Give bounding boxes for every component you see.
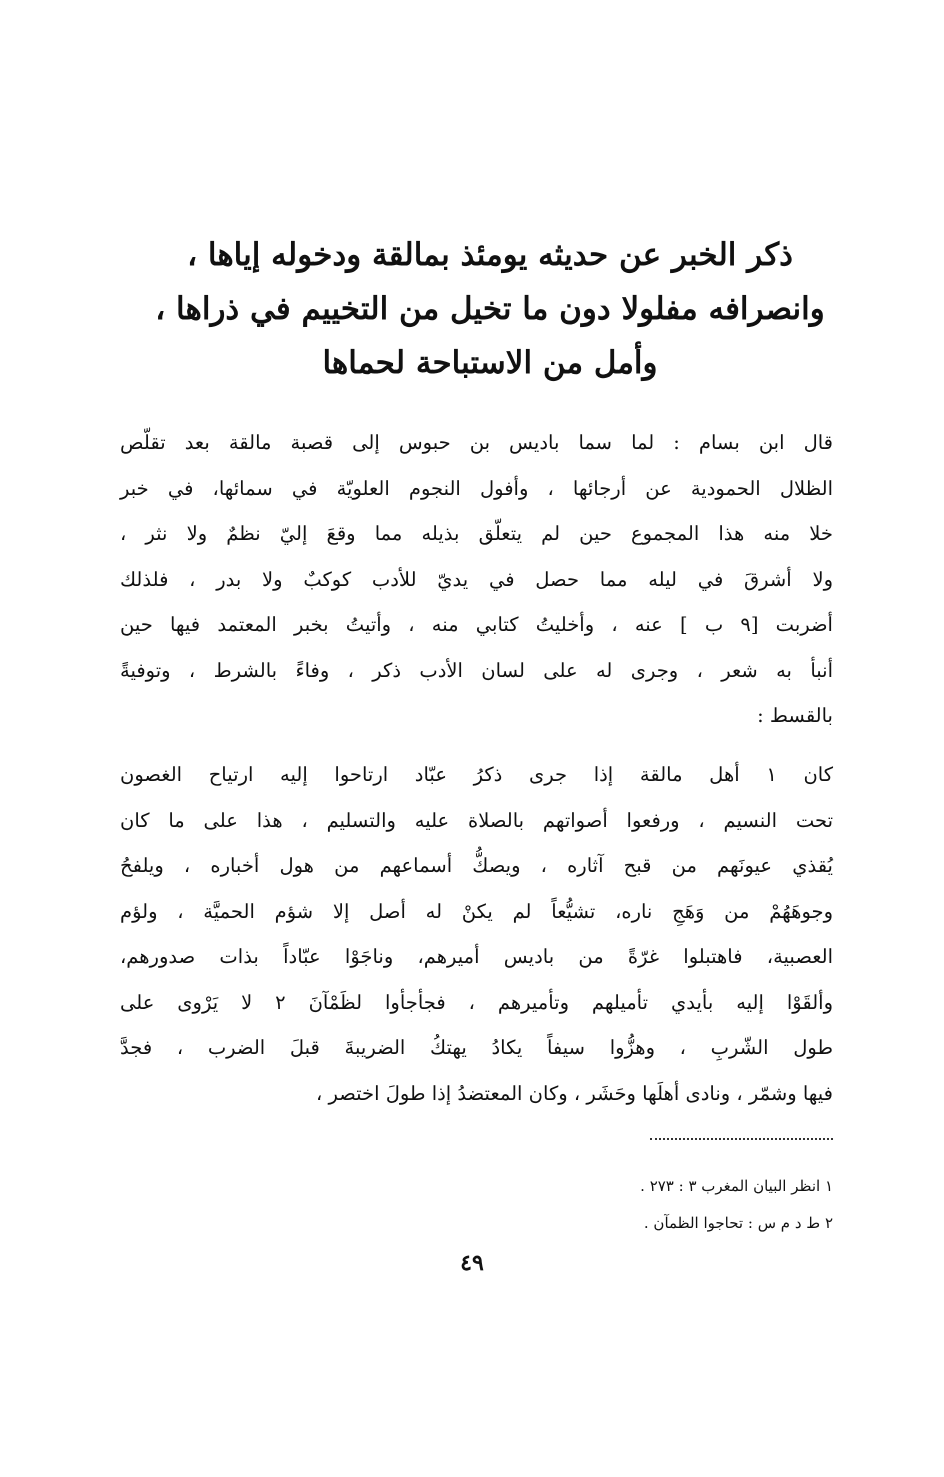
heading-line: ذكر الخبر عن حديثه يومئذ بمالقة ودخوله إياها ، <box>187 237 793 273</box>
text-line: العصبية، فاهتبلوا غرّةً من باديس أميرهم، وناجَوْا عبّاداً بذات صدورهم، <box>120 945 833 968</box>
chapter-heading <box>150 228 830 390</box>
text-line: بالقسط : <box>757 704 833 727</box>
text-line: طول الشّربِ ، وهزُّوا سيفاً يكادُ يهتكُ الضريبةَ قبلَ الضرب ، فجدَّ <box>120 1036 833 1059</box>
text-line: قال ابن بسام : لما سما باديس بن حبوس إلى قصبة مالقة بعد تقلّص <box>120 431 833 454</box>
page-number: ٤٩ <box>460 1250 484 1276</box>
text-line: خلا منه هذا المجموع حين لم يتعلّق بذيله مما وقعَ إليّ نظمٌ ولا نثر ، <box>120 522 833 545</box>
footnotes <box>520 1168 833 1242</box>
text-line: أنبأ به شعر ، وجرى له على لسان الأدب ذكر ، وفاءً بالشرط ، وتوفيةً <box>120 658 833 682</box>
text-line: يُقذي عيونَهم من قبح آثاره ، ويصكُّ أسماعهم من هول أخباره ، ويلفحُ <box>120 854 833 877</box>
heading-line: وانصرافه مفلولا دون ما تخيل من التخييم في ذراها ، <box>155 291 825 327</box>
text-line: وجوهَهُمْ من وَهَجِ ناره، تشيُّعاً لم يكنْ له أصل إلا شؤم الحميَّة ، ولؤم <box>120 899 833 923</box>
text-line: تحت النسيم ، ورفعوا أصواتهم بالصلاة عليه والتسليم ، هذا على ما كان <box>120 808 833 832</box>
text-line: أضربت [٩ ب ] عنه ، وأخليتُ كتابي منه ، وأتيتُ بخبر المعتمد فيها حين <box>120 613 833 636</box>
text-line: وألقَوْا إليه بأيدي تأميلهم وتأميرهم ، فجأجأوا لظَمْآنَ ٢ لا يَرْوى على <box>120 990 833 1014</box>
paragraph-malaga <box>120 752 833 1116</box>
text-line: فيها وشمّر ، ونادى أهلَها وحَشَر ، وكان المعتضدُ إذا طولَ اختصر ، <box>316 1081 833 1105</box>
footnote-1: ١ انظر البيان المغرب ٣ : ٢٧٣ . <box>640 1177 833 1195</box>
heading-line: وأمل من الاستباحة لحماها <box>322 345 658 381</box>
footnote-separator <box>650 1138 833 1140</box>
footnote-2: ٢ ط د م س : تحاجوا الظمآن . <box>643 1214 833 1232</box>
text-line: الظلال الحمودية عن أرجائها ، وأفول النجوم العلويّة في سمائها، في خبر <box>120 476 833 500</box>
paragraph-ibn-bassam <box>120 420 833 739</box>
text-line: ولا أشرقَ في ليله مما حصل في يديّ للأدب كوكبٌ ولا بدر ، فلذلك <box>120 567 833 591</box>
text-line: كان ١ أهل مالقة إذا جرى ذكرُ عبّاد ارتاحوا إليه ارتياح الغصون <box>120 763 833 786</box>
